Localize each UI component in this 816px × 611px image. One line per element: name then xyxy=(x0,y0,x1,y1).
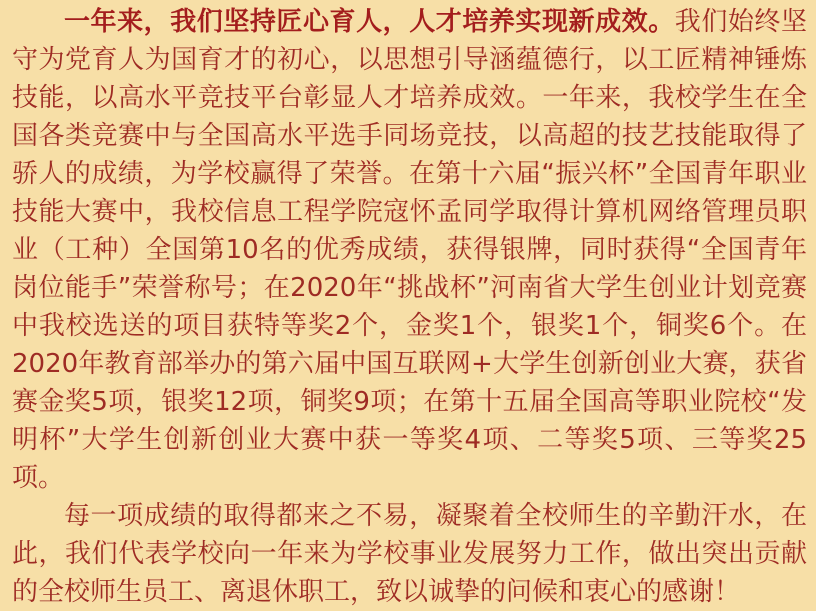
paragraph-achievements xyxy=(12,3,807,497)
paragraph-thanks xyxy=(12,497,807,611)
paragraph-thanks-text: 每一项成绩的取得都来之不易，凝聚着全校师生的辛勤汗水，在此，我们代表学校向一年来为学校事业发展努力工作，做出突出贡献的全校师生员工、离退休职工，致以诚挚的问候和衷心的感谢！ xyxy=(12,501,807,607)
paragraph-achievements-lead-bold: 一年来，我们坚持匠心育人，人才培养实现新成效。 xyxy=(64,7,675,37)
paragraph-achievements-text: 我们始终坚守为党育人为国育才的初心，以思想引导涵蕴德行，以工匠精神锤炼技能，以高水平竞技平台彰显人才培养成效。一年来，我校学生在全国各类竞赛中与全国高水平选手同场竞技，以高超的技艺技能取得了骄人的成绩，为学校赢得了荣誉。在第十六届“振兴杯”全国青年职业技能大赛中，我校信息工程学院寇怀孟同学取得计算机网络管理员职业（工种）全国第10名的优秀成绩，获得银牌，同时获得“全国青年岗位能手”荣誉称号；在2020年“挑战杯”河南省大学生创业计划竞赛中我校选送的项目获特等奖2个，金奖1个，银奖1个，铜奖6个。在2020年教育部举办的第六届中国互联网+大学生创新创业大赛，获省赛金奖5项，银奖12项，铜奖9项；在第十五届全国高等职业院校“发明杯”大学生创新创业大赛中获一等奖4项、二等奖5项、三等奖25项。 xyxy=(12,7,807,493)
